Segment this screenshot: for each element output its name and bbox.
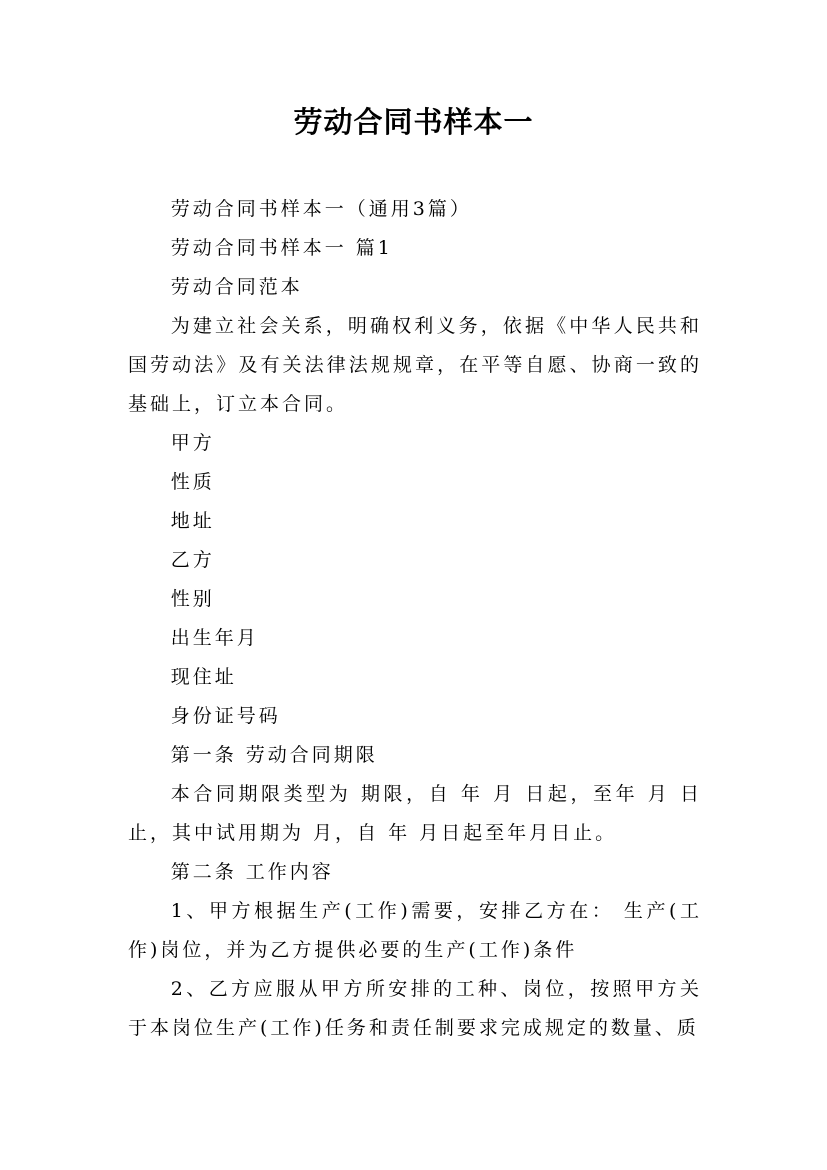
- document-body: [128, 190, 702, 1048]
- field-party-b: 乙方: [170, 549, 215, 571]
- article-2-item-2: 2、乙方应服从甲方所安排的工种、岗位，按照甲方关于本岗位生产(工作)任务和责任制要求完成规定的数量、质: [128, 978, 702, 1039]
- paragraph-section-title: 劳动合同书样本一 篇1: [170, 237, 393, 259]
- article-1-heading: 第一条 劳动合同期限: [170, 744, 378, 766]
- field-address: 地址: [170, 510, 215, 532]
- field-party-a: 甲方: [170, 432, 215, 454]
- paragraph-contract-template: 劳动合同范本: [170, 276, 303, 298]
- paragraph-heading: 劳动合同书样本一（通用3篇）: [170, 198, 472, 220]
- article-2-heading: 第二条 工作内容: [170, 861, 334, 883]
- paragraph-preamble: 为建立社会关系，明确权利义务，依据《中华人民共和国劳动法》及有关法律法规规章，在平等自愿、协商一致的基础上，订立本合同。: [128, 315, 702, 415]
- field-id-number: 身份证号码: [170, 705, 281, 727]
- field-nature: 性质: [170, 471, 215, 493]
- field-current-address: 现住址: [170, 666, 237, 688]
- article-2-item-1: 1、甲方根据生产(工作)需要，安排乙方在： 生产(工作)岗位，并为乙方提供必要的生产(工作)条件: [128, 900, 702, 961]
- document-title: 劳动合同书样本一: [293, 105, 534, 139]
- article-1-body: 本合同期限类型为 期限，自 年 月 日起，至年 月 日止，其中试用期为 月，自 年 月日起至年月日止。: [128, 783, 702, 844]
- field-gender: 性别: [170, 588, 215, 610]
- field-birth-date: 出生年月: [170, 627, 259, 649]
